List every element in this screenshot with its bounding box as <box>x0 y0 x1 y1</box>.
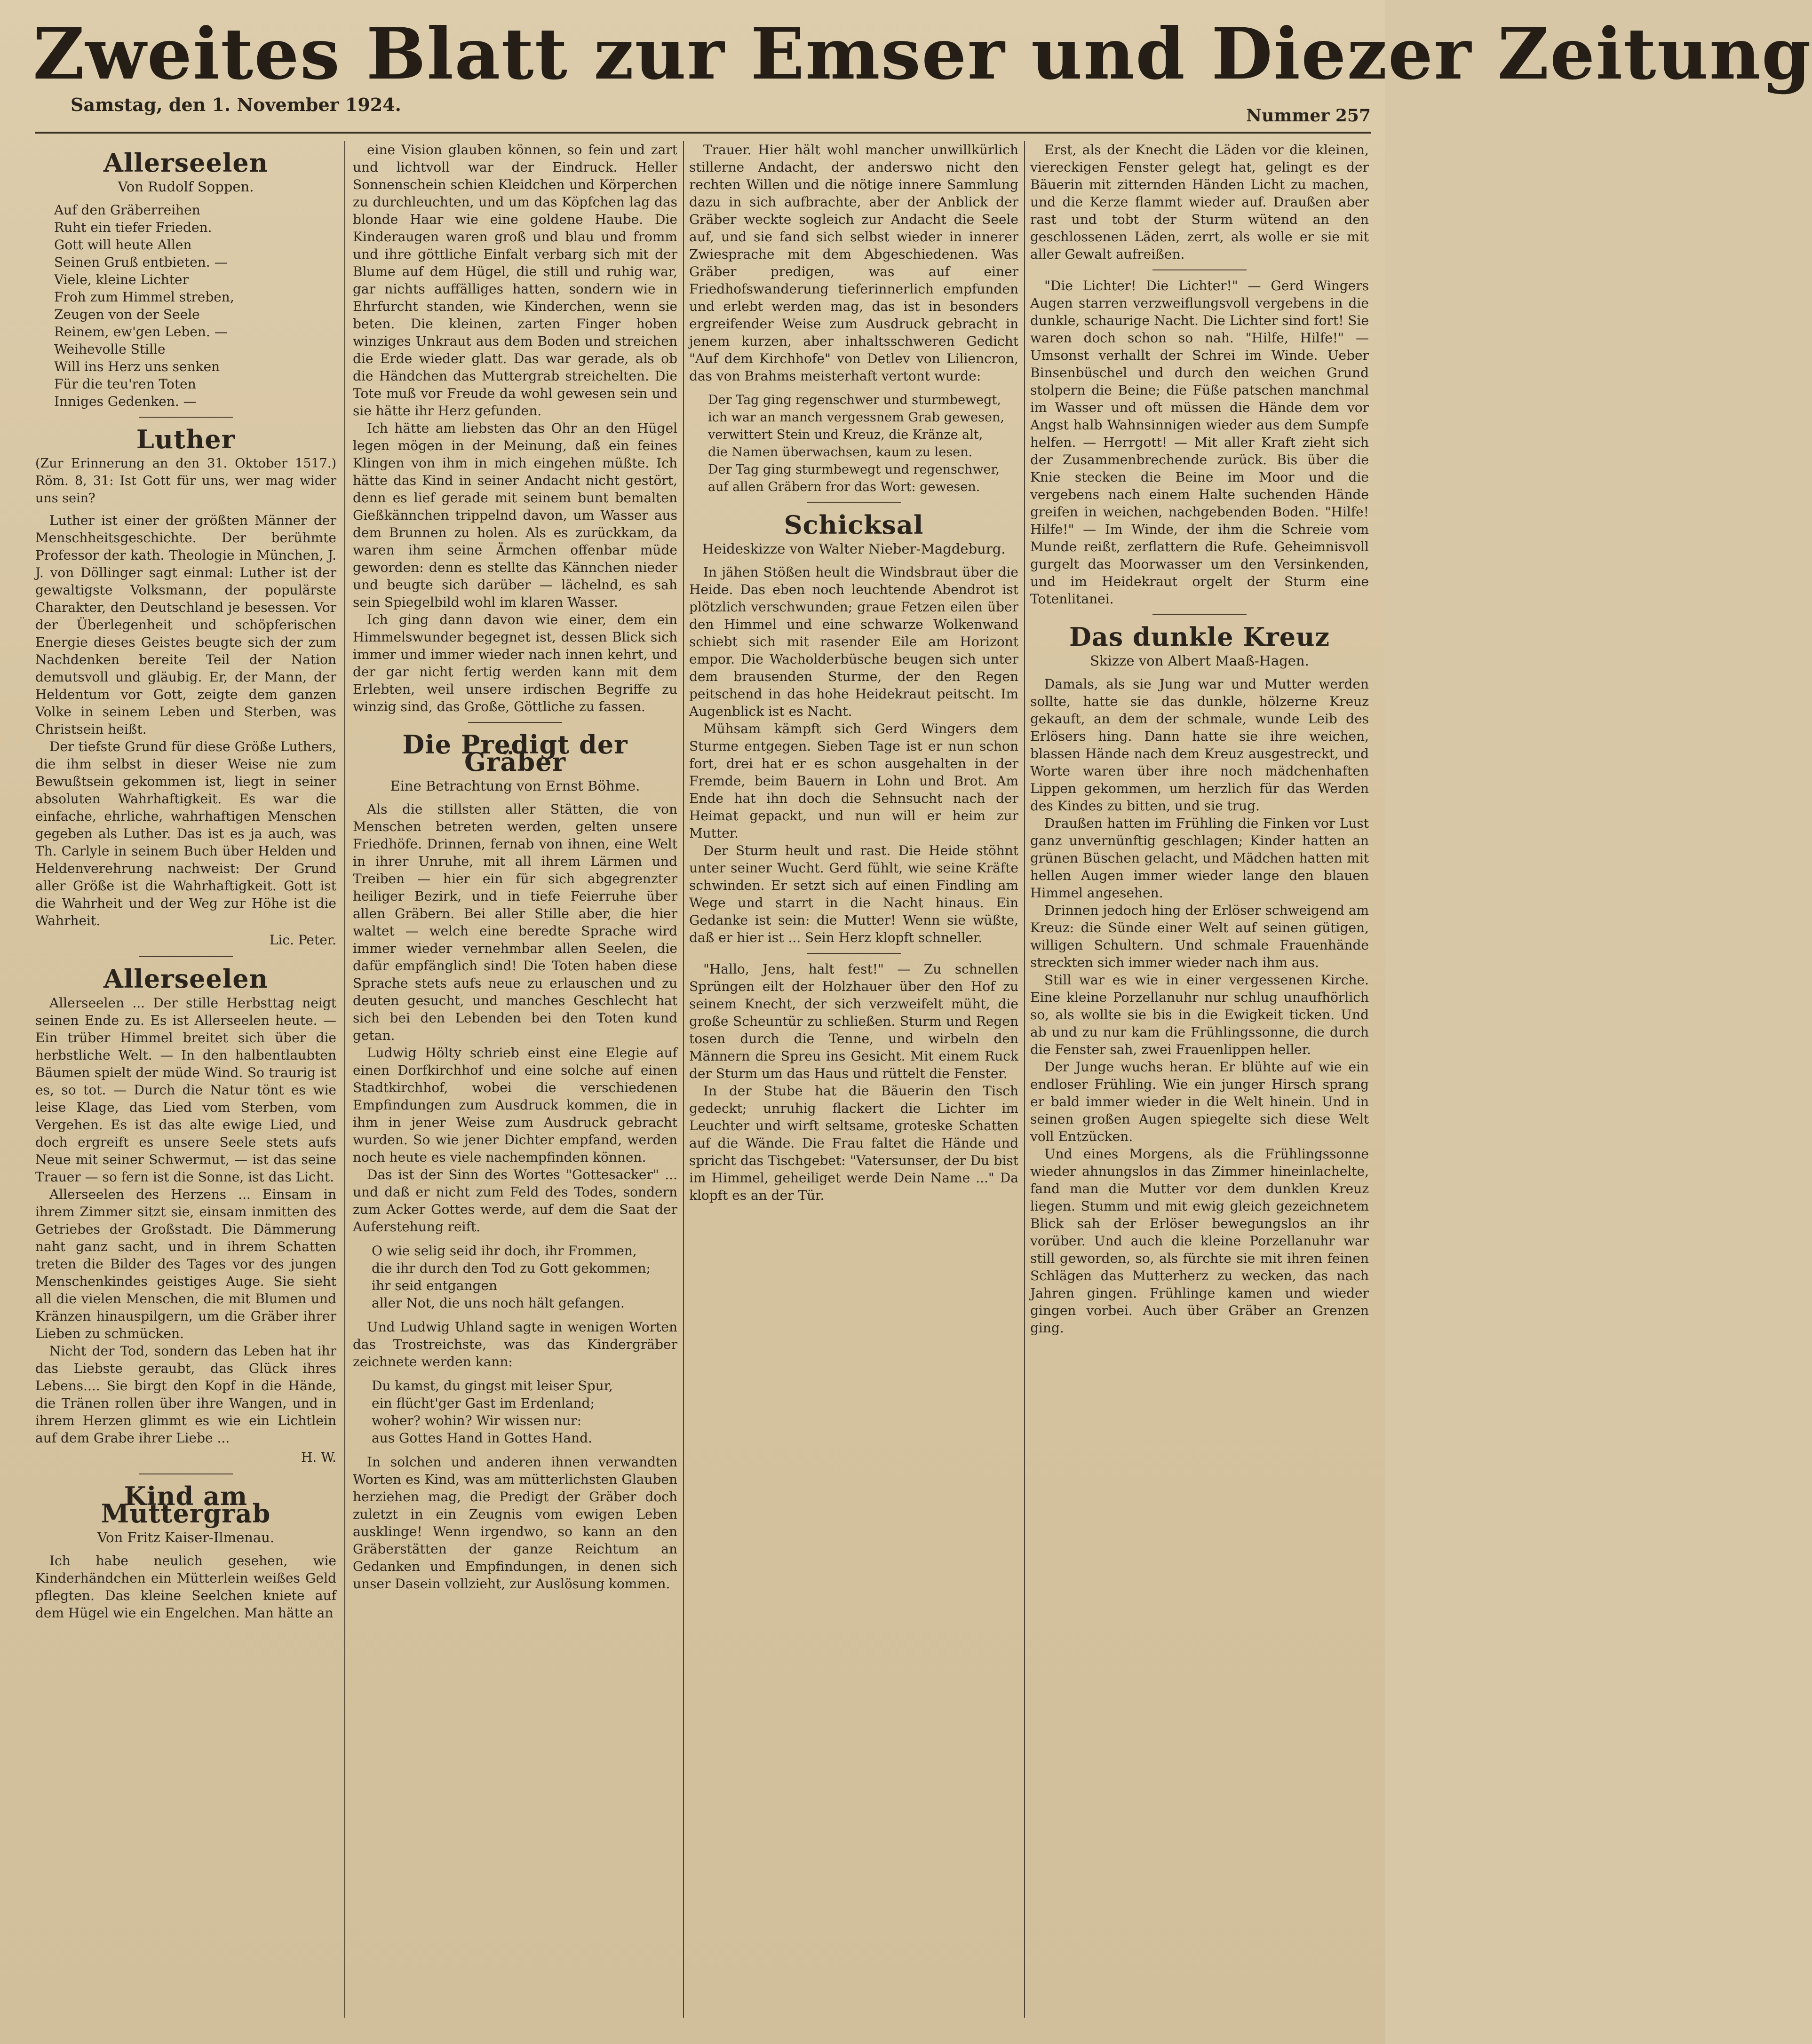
verse-line: O wie selig seid ihr doch, ihr Frommen, <box>372 1243 637 1259</box>
paragraph: Der Junge wuchs heran. Er blühte auf wie ein endloser Frühling. Wie ein junger Hirsch sprang er bald immer wieder in die Welt hinein. Und in seinen großen Augen spiegelte sich diese Welt voll Entzücken. <box>1030 1059 1369 1144</box>
poem-line: Zeugen von der Seele <box>54 307 200 322</box>
paragraph: Mühsam kämpft sich Gerd Wingers dem Sturme entgegen. Sieben Tage ist er nun schon fort, drei hat er es schon ausgehalten in der Fremde, beim Bauern in Lohn und Brot. Am Ende hat ihn doch die Sehnsucht nach der Heimat gepackt, und nun will er heim zur Mutter. <box>689 721 1018 841</box>
paragraph: Das ist der Sinn des Wortes "Gottesacker" ... und daß er nicht zum Feld des Todes, sondern zum Acker Gottes werde, auf dem die Saat der Auferstehung reift. <box>353 1167 677 1235</box>
paragraph: Damals, als sie Jung war und Mutter werden sollte, hatte sie das dunkle, hölzerne Kreuz gekauft, an dem der schmale, wunde Leib des Erlösers hing. Dann hatte sie ihre weichen, blassen Hände nach dem Kreuz ausgestreckt, und Worte waren über ihre noch mädchenhaften Lippen gekommen, um herzlich für das Werden des Kindes zu bitten, und sie trug. <box>1030 676 1369 814</box>
column-divider <box>344 141 345 2018</box>
verse-line: woher? wohin? Wir wissen nur: <box>372 1413 582 1428</box>
paragraph: Ludwig Hölty schrieb einst eine Elegie auf einen Dorfkirchhof und eine solche auf einen Stadtkirchhof, wobei die verschiedenen Empfindungen zum Ausdruck kommen, die in ihm in jener Weise zum Ausdruck gebracht wurden. So wie jener Dichter empfand, werden noch heute es viele nachempfinden können. <box>353 1045 677 1165</box>
verse-line: verwittert Stein und Kreuz, die Kränze alt, <box>708 428 983 442</box>
masthead-title: Zweites Blatt zur Emser und Diezer Zeitung <box>33 13 1812 95</box>
paragraph: In solchen und anderen ihnen verwandten Worten es Kind, was am mütterlichsten Glauben herziehen mag, die Predigt der Gräber doch zuletzt in ein Zeugnis vom ewigen Leben ausklinge! Wenn irgendwo, so kann an den Gräberstätten der ganze Reichtum an Gedanken und Empfindungen, in denen sich unser Dasein vollzieht, zur Auslösung kommen. <box>353 1454 677 1592</box>
article-title: Das dunkle Kreuz <box>1069 622 1330 652</box>
verse-line: die ihr durch den Tod zu Gott gekommen; <box>372 1260 651 1276</box>
paragraph: Ich hätte am liebsten das Ohr an den Hügel legen mögen in der Meinung, daß ein feines Klingen von ihm in mich eingehen müßte. Ich hätte das Kind in seiner Andacht nicht gestört, denn es lief gerade mit seinem bunt bemalten Gießkännchen trippelnd davon, um Wasser aus dem Brunnen zu holen. Als es zurückkam, da waren ihm seine Ärmchen offenbar müde geworden: denn es stellte das Kännchen nieder und beugte sich darüber — lächelnd, es sah sein Spiegelbild wohl im klaren Wasser. <box>353 420 677 610</box>
article-title: Kind am Muttergrab <box>101 1481 271 1529</box>
article-byline: Eine Betrachtung von Ernst Böhme. <box>390 778 640 794</box>
poem-line: Gott will heute Allen <box>54 237 192 253</box>
divider <box>1152 614 1247 615</box>
paragraph: Und eines Morgens, als die Frühlingssonne wieder ahnungslos in das Zimmer hineinlachelte, fand man die Mutter vor dem dunklen Kreuz liegen. Stumm und mit ewig gleich gezeichnetem Blick sah der Erlöser bewegungslos an ihr vorüber. Und auch die kleine Porzellanuhr war still geworden, so, als fürchte sie mit ihren feinen Schlägen das Mutterherz zu wecken, das nach Jahren gingen. Frühlinge kamen und wieder gingen vorbei. Auch über Gräber an Grenzen ging. <box>1030 1146 1369 1336</box>
paragraph: Und Ludwig Uhland sagte in wenigen Worten das Trostreichste, was das Kindergräber zeichnete werden kann: <box>353 1319 677 1370</box>
poem-line: Für die teu'ren Toten <box>54 376 196 392</box>
paragraph: Drinnen jedoch hing der Erlöser schweigend am Kreuz: die Sünde einer Welt auf seinen gütigen, willigen Schultern. Und schmale Frauenhände streckten sich immer wieder nach ihm aus. <box>1030 903 1369 970</box>
verse-line: aus Gottes Hand in Gottes Hand. <box>372 1430 592 1446</box>
verse <box>372 1377 677 1447</box>
column-3 <box>689 141 1018 2018</box>
divider <box>807 502 901 503</box>
poem-line: Viele, kleine Lichter <box>54 272 189 287</box>
verse-line: Der Tag ging sturmbewegt und regenschwer, <box>708 462 1000 477</box>
poem-line: Froh zum Himmel streben, <box>54 289 234 305</box>
divider <box>139 956 233 957</box>
column-2 <box>353 141 677 2018</box>
verse-line: die Namen überwachsen, kaum zu lesen. <box>708 445 973 460</box>
verse-line: aller Not, die uns noch hält gefangen. <box>372 1295 625 1311</box>
article-note: (Zur Erinnerung an den 31. Oktober 1517.) Röm. 8, 31: Ist Gott für uns, wer mag wider uns sein? <box>35 456 336 506</box>
verse-line: ich war an manch vergessnem Grab gewesen, <box>708 410 1004 425</box>
poem-line: Weihevolle Stille <box>54 341 166 357</box>
divider <box>807 953 901 954</box>
article-title: Schicksal <box>784 510 924 540</box>
verse <box>708 391 1018 496</box>
issue-number: Nummer 257 <box>1246 106 1371 126</box>
column-4 <box>1030 141 1369 2018</box>
dateline: Samstag, den 1. November 1924. <box>71 94 401 115</box>
poem-line: Auf den Gräberreihen <box>54 202 200 218</box>
paragraph: "Hallo, Jens, halt fest!" — Zu schnellen Sprüngen eilt der Holzhauer über den Hof zu seinem Knecht, der sich verzweifelt müht, die große Scheuntür zu schließen. Sturm und Regen tosen durch die Tenne, und wirbeln den Männern die Spreu ins Gesicht. Mit einem Ruck der Sturm um das Haus und rüttelt die Fenster. <box>689 961 1018 1081</box>
signature: H. W. <box>301 1450 336 1465</box>
paragraph: "Die Lichter! Die Lichter!" — Gerd Wingers Augen starren verzweiflungsvoll vergebens in die dunkle, schaurige Nacht. Die Lichter sind fort! Sie waren doch schon so nah. "Hilfe, Hilfe!" — Umsonst verhallt der Schrei im Winde. Ueber Binsenbüschel und durch den weichen Grund stolpern die Beine; die Füße patschen manchmal im Wasser und oft müssen die Hände dem vor Angst halb Wahnsinnigen wieder aus dem Sumpfe helfen. — Herrgott! — Mit aller Kraft zieht sich der Zusammenbrechende zurück. Bis über die Knie stecken die Beine im Moor und die vergebens nach einem Halte suchenden Hände greifen in weichen, nachgebenden Boden. "Hilfe! Hilfe!" — Im Winde, der ihm die Schreie vom Munde reißt, zerflattern die Rufe. Geheimnisvoll gurgelt das Moorwasser um den Versinkenden, und im Heidekraut orgelt der Sturm eine Totenlitanei. <box>1030 278 1369 607</box>
column-1 <box>35 141 336 2018</box>
poem-line: Seinen Gruß entbieten. — <box>54 254 228 270</box>
verse <box>372 1242 677 1312</box>
poem-line: Inniges Gedenken. — <box>54 394 197 409</box>
paragraph: Nicht der Tod, sondern das Leben hat ihr das Liebste geraubt, das Glück ihres Lebens.... Sie birgt den Kopf in die Hände, die Tränen rollen über ihre Wangen, und in ihrem Herzen glimmt es wie ein Lichtlein auf dem Grabe ihrer Liebe ... <box>35 1343 336 1446</box>
signature: Lic. Peter. <box>269 932 336 948</box>
verse-line: auf allen Gräbern fror das Wort: gewesen. <box>708 480 980 494</box>
poem-line: Reinem, ew'gen Leben. — <box>54 324 228 340</box>
poem <box>54 201 336 410</box>
paragraph: Trauer. Hier hält wohl mancher unwillkürlich stillerne Andacht, der anderswo nicht den rechten Willen und die nötige innere Sammlung dazu in sich aufbrachte, aber der Anblick der Gräber weckte sogleich zur Andacht die Seele auf, und sie fand sich selbst wieder in innerer Zwiesprache mit dem Abgeschiedenen. Was Gräber predigen, was auf einer Friedhofswanderung tieferinnerlich empfunden und erlebt werden mag, das ist in besonders ergreifender Weise zum Ausdruck gebracht in jenem kurzen, aber inhaltsschweren Gedicht "Auf dem Kirchhofe" von Detlev von Liliencron, das von Brahms meisterhaft vertont wurde: <box>689 142 1018 384</box>
paragraph: Ich ging dann davon wie einer, dem ein Himmelswunder begegnet ist, dessen Blick sich immer und immer wieder nach innen kehrt, und der gar nicht fertig werden kann mit dem Erlebten, weil unsere irdischen Begriffe zu winzig sind, das Große, Göttliche zu fassen. <box>353 612 677 714</box>
divider <box>468 722 562 723</box>
paragraph: Allerseelen ... Der stille Herbsttag neigt seinen Ende zu. Es ist Allerseelen heute. — Ein trüber Himmel breitet sich über die herbstliche Welt. — In den halbentlaubten Bäumen spielt der müde Wind. So traurig ist es, so tot. — Durch die Natur tönt es wie leise Klage, das Lied vom Sterben, vom Vergehen. Es ist das alte ewige Lied, und doch ergreift es unsere Seele stets aufs Neue mit seiner Schwermut, — ist das seine Trauer — so fern ist die Sonne, ist das Licht. <box>35 995 336 1185</box>
masthead-rule <box>35 132 1371 134</box>
paragraph: Der Sturm heult und rast. Die Heide stöhnt unter seiner Wucht. Gerd fühlt, wie seine Kräfte schwinden. Er setzt sich auf einen Findling am Wege und starrt in die Nacht hinaus. Ein Gedanke ist sein: die Mutter! Wenn sie wüßte, daß er hier ist ... Sein Herz klopft schneller. <box>689 843 1018 945</box>
paragraph: In der Stube hat die Bäuerin den Tisch gedeckt; unruhig flackert die Lichter im Leuchter und wirft seltsame, groteske Schatten auf die Wände. Die Frau faltet die Hände und spricht das Tischgebet: "Vatersunser, der Du bist im Himmel, geheiliget werde Dein Name ..." Da klopft es an der Tür. <box>689 1083 1018 1203</box>
poem-line: Will ins Herz uns senken <box>54 359 220 374</box>
divider <box>1152 269 1247 270</box>
article-byline: Von Fritz Kaiser-Ilmenau. <box>97 1529 275 1545</box>
article-title: Die Predigt der Gräber <box>402 729 628 777</box>
divider <box>139 417 233 418</box>
article-title: Allerseelen <box>103 148 268 178</box>
paragraph: Der tiefste Grund für diese Größe Luthers, die ihm selbst in dieser Weise nie zum Bewußtsein gekommen ist, liegt in seiner absoluten Wahrhaftigkeit. Es war die einfache, ehrliche, wahrhaftigen Menschen gegeben als Luther. Das ist es ja auch, was Th. Carlyle in seinem Buch über Helden und Heldenverehrung nachweist: Der Grund aller Größe ist die Wahrhaftigkeit. Gott ist die Wahrheit und der Weg zur Höhe ist die Wahrheit. <box>35 739 336 928</box>
verse-line: Du kamst, du gingst mit leiser Spur, <box>372 1378 613 1394</box>
paragraph: eine Vision glauben können, so fein und zart und lichtvoll war der Eindruck. Heller Sonnenschein schien Kleidchen und Körperchen zu durchleuchten, und um das Köpfchen lag das blonde Haar wie eine goldene Haube. Die Kinderaugen waren groß und blau und fromm und ihre göttliche Einfalt verbarg sich mit der Blume auf dem Hügel, die still und ruhig war, gar nichts auffälliges hatten, sondern wie in Ehrfurcht standen, wie Kinderchen, wenn sie beten. Die kleinen, zarten Finger hoben winziges Unkraut aus dem Boden und streichen die Erde wieder glatt. Das war gerade, als ob die Händchen das Muttergrab streichelten. Die Tote muß vor Freude da wohl gewesen sein und sie hätte ihr Herz gefunden. <box>353 142 677 419</box>
article-byline: Skizze von Albert Maaß-Hagen. <box>1090 653 1309 669</box>
verse-line: Der Tag ging regenschwer und sturmbewegt, <box>708 393 1001 407</box>
paragraph: Ich habe neulich gesehen, wie Kinderhändchen ein Mütterlein weißes Geld pflegten. Das kleine Seelchen kniete auf dem Hügel wie ein Engelchen. Man hätte an <box>35 1553 336 1621</box>
column-divider <box>683 141 684 2018</box>
column-divider <box>1024 141 1025 2018</box>
paragraph: Als die stillsten aller Stätten, die von Menschen betreten werden, gelten unsere Friedhöfe. Drinnen, fernab von ihnen, eine Welt in ihrer Unruhe, mit all ihrem Lärmen und Treiben — hier ein für sich abgegrenzter heiliger Bezirk, und in tiefe Feierruhe über allen Gräbern. Bei aller Stille aber, die hier waltet — welch eine beredte Sprache wird immer wieder vernehmbar allen Seelen, die dafür empfänglich sind! Die Toten haben diese Sprache stets aufs neue zu erlauschen und zu deuten gesucht, und manches Geschlecht hat sich bei den Lebenden bei den Toten kund getan. <box>353 801 677 1043</box>
article-title: Allerseelen <box>103 964 268 994</box>
paragraph: Luther ist einer der größten Männer der Menschheitsgeschichte. Der berühmte Professor der kath. Theologie in München, J. J. von Döllinger sagt einmal: Luther ist der gewaltigste Volksmann, der populärste Charakter, den Deutschland je besessen. Vor der Überlegenheit und schöpferischen Energie dieses Geistes beugte sich der zum Nachdenken bereite Teil der Nation demutsvoll und gläubig. Er, der Mann, der Heldentum vor Gott, zeigte dem ganzen Volke in seinem Leben und Sterben, was Christsein heißt. <box>35 513 336 737</box>
verse-line: ihr seid entgangen <box>372 1278 498 1293</box>
article-title: Luther <box>136 424 236 454</box>
paragraph: Erst, als der Knecht die Läden vor die kleinen, viereckigen Fenster gelegt hat, gelingt es der Bäuerin mit zitternden Händen Licht zu machen, und die Kerze flammt wieder auf. Draußen aber rast und tobt der Sturm wütend an den geschlossenen Läden, zerrt, als wolle er sie mit aller Gewalt aufreißen. <box>1030 142 1369 262</box>
paragraph: In jähen Stößen heult die Windsbraut über die Heide. Das eben noch leuchtende Abendrot ist plötzlich verschwunden; graue Fetzen eilen über den Himmel und eine schwarze Wolkenwand schiebt sich mit rasender Eile am Horizont empor. Die Wacholderbüsche beugen sich unter dem brausenden Sturme, der den Regen peitschend in das hohe Heidekraut peitscht. Im Augenblick ist es Nacht. <box>689 564 1018 719</box>
verse-line: ein flücht'ger Gast im Erdenland; <box>372 1395 595 1411</box>
poem-line: Ruht ein tiefer Frieden. <box>54 220 212 235</box>
article-byline: Heideskizze von Walter Nieber-Magdeburg. <box>702 541 1006 557</box>
paragraph: Still war es wie in einer vergessenen Kirche. Eine kleine Porzellanuhr nur schlug unaufhörlich so, als wollte sie bis in die Ewigkeit ticken. Und ab und zu nur kam die Frühlingssonne, die durch die Fenster sah, zwei Frauenlippen heller. <box>1030 972 1369 1057</box>
paragraph: Allerseelen des Herzens ... Einsam in ihrem Zimmer sitzt sie, einsam inmitten des Getriebes der Großstadt. Die Dämmerung naht ganz sacht, und in ihrem Schatten treten die Bilder des Tages vor des jungen Menschenkindes geistiges Auge. Sie sieht all die vielen Menschen, die mit Blumen und Kränzen hinauspilgern, um die Gräber ihrer Lieben zu schmücken. <box>35 1187 336 1341</box>
paragraph: Draußen hatten im Frühling die Finken vor Lust ganz unvernünftig geschlagen; Kinder hatten an grünen Büschen gelacht, und Mädchen hatten mit hellen Augen immer wieder lange den blauen Himmel angesehen. <box>1030 816 1369 901</box>
article-byline: Von Rudolf Soppen. <box>118 179 254 195</box>
